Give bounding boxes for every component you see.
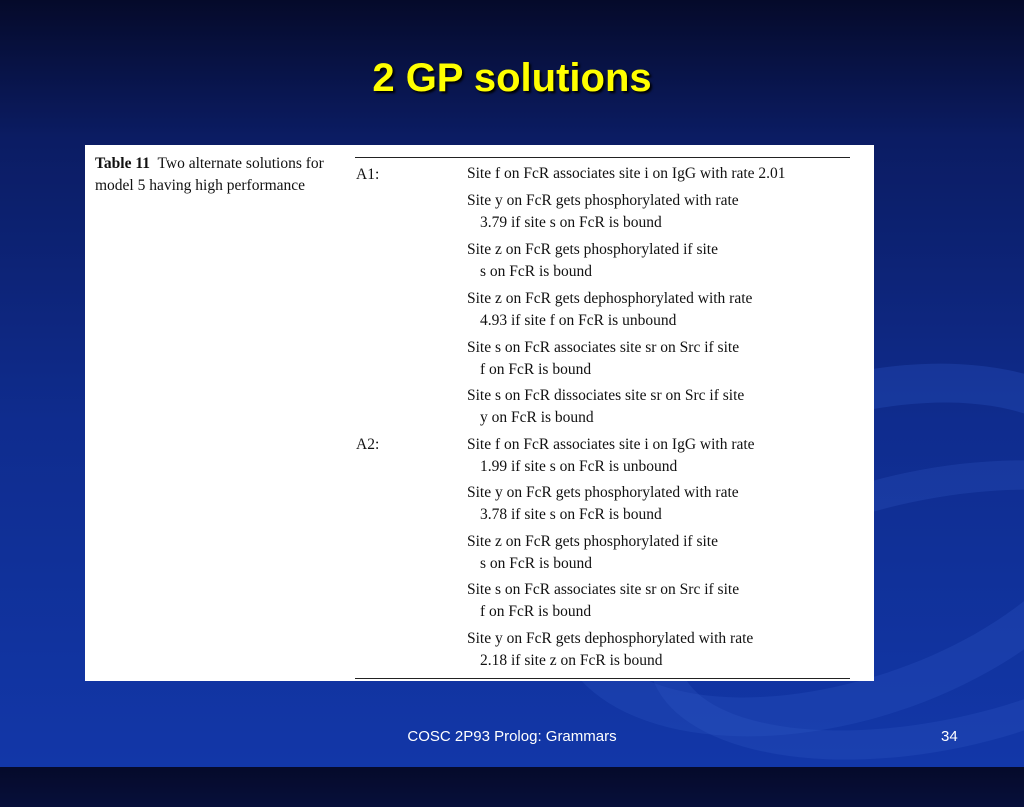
page-number: 34	[941, 728, 958, 745]
set-label-a1: A1:	[356, 166, 380, 183]
entry-line: 2.18 if site z on FcR is bound	[480, 652, 663, 669]
table-label: Table 11	[95, 155, 150, 172]
table-caption	[95, 153, 335, 197]
entry-line: Site f on FcR associates site i on IgG with rate 2.01	[467, 165, 786, 182]
entry-line: Site y on FcR gets phosphorylated with rate	[467, 192, 739, 209]
table-top-rule	[355, 157, 850, 158]
entry-line: Site s on FcR associates site sr on Src if site	[467, 339, 740, 356]
table-row	[467, 190, 862, 234]
entry-line: Site f on FcR associates site i on IgG with rate	[467, 436, 755, 453]
entry-line: Site z on FcR gets dephosphorylated with rate	[467, 290, 753, 307]
table-row	[467, 531, 862, 575]
table-row	[467, 385, 862, 429]
entry-line: 3.79 if site s on FcR is bound	[480, 214, 662, 231]
entry-line: Site s on FcR dissociates site sr on Src if site	[467, 387, 745, 404]
table-row	[467, 628, 862, 672]
table-row	[467, 434, 862, 478]
entry-line: 1.99 if site s on FcR is unbound	[480, 458, 678, 475]
entry-line: Site y on FcR gets phosphorylated with rate	[467, 484, 739, 501]
table-image-panel	[85, 145, 874, 681]
entry-line: Site s on FcR associates site sr on Src if site	[467, 581, 740, 598]
entry-line: Site z on FcR gets phosphorylated if site	[467, 241, 718, 258]
entry-line: s on FcR is bound	[480, 263, 592, 280]
entry-line: Site z on FcR gets phosphorylated if site	[467, 533, 718, 550]
table-bottom-rule	[355, 678, 850, 679]
slide-footer: COSC 2P93 Prolog: Grammars	[407, 728, 617, 745]
entry-line: 4.93 if site f on FcR is unbound	[480, 312, 677, 329]
table-row	[467, 239, 862, 283]
entry-line: 3.78 if site s on FcR is bound	[480, 506, 662, 523]
table-row	[467, 337, 862, 381]
entry-line: f on FcR is bound	[480, 603, 592, 620]
table-row	[467, 579, 862, 623]
entry-line: Site y on FcR gets dephosphorylated with rate	[467, 630, 754, 647]
entry-line: s on FcR is bound	[480, 555, 592, 572]
slide-title: 2 GP solutions	[372, 56, 652, 100]
table-row	[467, 288, 862, 332]
set-label-a2: A2:	[356, 436, 380, 453]
entry-line: f on FcR is bound	[480, 361, 592, 378]
table-row	[467, 482, 862, 526]
table-caption-text: Two alternate solutions for model 5 having high performance	[95, 155, 324, 194]
table-row	[467, 163, 862, 185]
entry-line: y on FcR is bound	[480, 409, 594, 426]
